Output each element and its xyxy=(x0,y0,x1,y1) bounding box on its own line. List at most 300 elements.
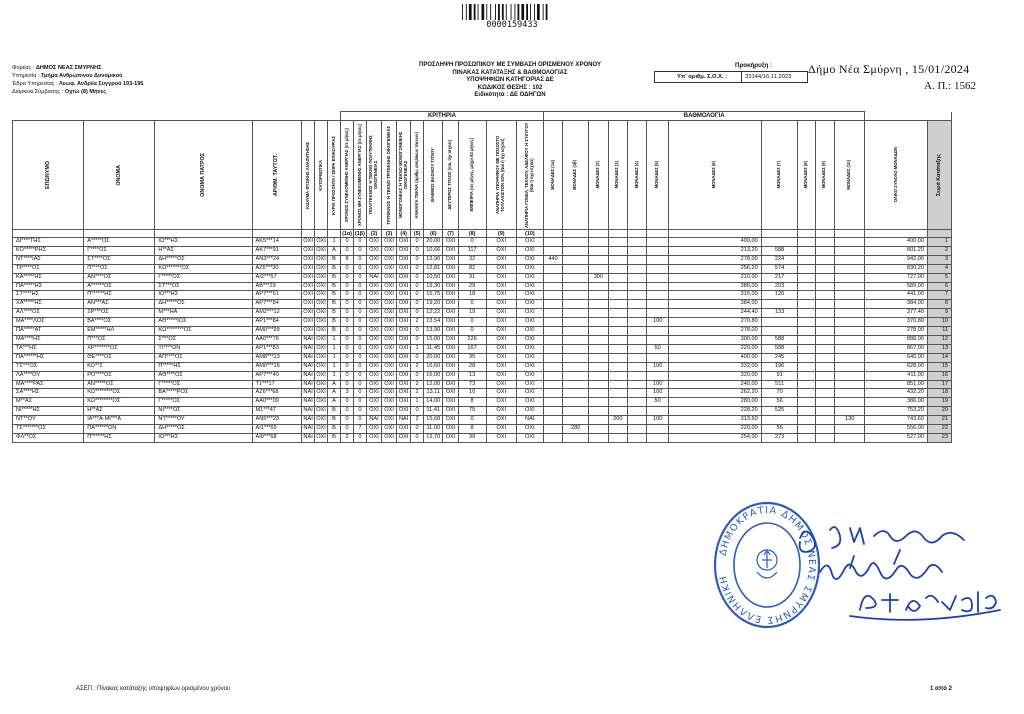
col-m7: ΜΟΝΑΔΕΣ (7) xyxy=(761,121,798,230)
cell-k3: Α xyxy=(328,380,341,389)
cell-m5 xyxy=(647,327,669,336)
cell-c6: 20,00 xyxy=(424,353,443,362)
cell-k3: Β xyxy=(328,309,341,318)
cell-m5: 100 xyxy=(647,318,669,327)
cell-c4: ΟΧΙ xyxy=(397,318,411,327)
cell-m7: 511 xyxy=(761,380,798,389)
cell-m1a xyxy=(543,407,562,416)
cell-m7: 588 xyxy=(761,344,798,353)
cell-patronymo: ΙΩ***ΗΣ xyxy=(155,238,252,247)
cell-seira: 14 xyxy=(927,353,951,362)
cell-c10: ΟΧΙ xyxy=(516,398,543,407)
barcode-bar xyxy=(490,4,491,20)
cell-c2: ΟΧΙ xyxy=(366,238,381,247)
cell-c6: 16,60 xyxy=(424,362,443,371)
cell-total: 377,40 xyxy=(865,309,928,318)
cell-c4: ΟΧΙ xyxy=(397,335,411,344)
cell-seira: 9 xyxy=(927,309,951,318)
cell-m7: 588 xyxy=(761,246,798,255)
cell-taytotita: ΑΑ0***76 xyxy=(252,335,302,344)
cell-c7: ΟΧΙ xyxy=(443,389,458,398)
cell-patronymo: Η**ΑΣ xyxy=(155,246,252,255)
cell-k2: ΟΧΙ xyxy=(315,238,328,247)
cell-total: 386,00 xyxy=(865,398,928,407)
col-patronymo: ΟΝΟΜΑ ΠΑΤΡΟΣ xyxy=(155,121,252,230)
cell-m1a xyxy=(543,291,562,300)
cell-c2: ΟΧΙ xyxy=(366,425,381,434)
cell-c1a: 0 xyxy=(341,300,354,309)
cell-m6: 386,00 xyxy=(668,282,761,291)
cell-c2: ΟΧΙ xyxy=(366,362,381,371)
cell-m9 xyxy=(815,433,834,442)
cell-c4: ΟΧΙ xyxy=(397,433,411,442)
protocol-number: Α. Π.: 1562 xyxy=(924,80,976,92)
cell-eponymo: ΤΡ****ΟΣ xyxy=(13,264,84,273)
cell-k2: ΟΧΙ xyxy=(315,389,328,398)
col-c10: ΑΝΑΠΗΡΙΑ ΓΟΝΕΑ, ΤΕΚΝΟΥ, ΑΔΕΛΦΟΥ Ή ΣΥΖΥΓΟΥ (Ναι ή όχι ισχύει) xyxy=(516,121,543,230)
cell-patronymo: ΔΗ*****ΟΣ xyxy=(155,300,252,309)
cell-k3: Β xyxy=(328,425,341,434)
cell-m10 xyxy=(835,371,865,380)
cell-k2: ΟΧΙ xyxy=(315,327,328,336)
cell-m2 xyxy=(589,282,608,291)
cell-c5: 0 xyxy=(411,246,424,255)
cell-m5 xyxy=(647,282,669,291)
cell-m2 xyxy=(589,255,608,264)
header-line-edra: Έδρα Υπηρεσίας : Λεωφ. Ανδρέα Συγγρού 193-195 xyxy=(12,81,144,87)
cell-onoma: Π****ΟΣ xyxy=(84,264,155,273)
cell-k1: ΟΧΙ xyxy=(302,300,315,309)
cell-k3: 1 xyxy=(328,238,341,247)
cell-eponymo: ΝΤ****ΙΑΣ xyxy=(13,255,84,264)
cell-m9 xyxy=(815,344,834,353)
cell-m10 xyxy=(835,389,865,398)
cell-m9 xyxy=(815,264,834,273)
cell-seira: 7 xyxy=(927,291,951,300)
cell-m10 xyxy=(835,327,865,336)
num-label-2: (2) xyxy=(366,230,381,238)
cell-m1b xyxy=(563,344,589,353)
cell-c9: ΟΧΙ xyxy=(486,353,516,362)
barcode-bar xyxy=(466,4,467,20)
num-blank xyxy=(927,230,951,238)
num-blank xyxy=(563,230,589,238)
barcode-bar xyxy=(534,4,535,20)
cell-m7 xyxy=(761,416,798,425)
cell-m2 xyxy=(589,300,608,309)
cell-total: 441,00 xyxy=(865,291,928,300)
table-row xyxy=(13,362,952,371)
cell-k3: 1 xyxy=(328,362,341,371)
cell-c1a: 0 xyxy=(341,246,354,255)
cell-onoma: Π***ΟΣ xyxy=(84,335,155,344)
cell-c6: 15,68 xyxy=(424,416,443,425)
cell-seira: 6 xyxy=(927,282,951,291)
cell-onoma: Α******ΟΣ xyxy=(84,282,155,291)
cell-patronymo: ΝΙ****ΟΣ xyxy=(155,407,252,416)
handwritten-signature xyxy=(790,520,1010,630)
cell-eponymo: ΠΑ******ΗΣ xyxy=(13,353,84,362)
cell-c9: ΟΧΙ xyxy=(486,238,516,247)
col-c1b: ΧΡΟΝΟΣ ΜΗ ΣΥΝΕΧΟΜΕΝΗΣ ΑΝΕΡΓΙΑΣ (σε μήνες) xyxy=(353,121,366,230)
cell-total: 628,00 xyxy=(865,362,928,371)
cell-seira: 2 xyxy=(927,246,951,255)
cell-m7: 56 xyxy=(761,425,798,434)
cell-c3: ΟΧΙ xyxy=(382,416,397,425)
cell-onoma: Η**ΑΣ xyxy=(84,407,155,416)
cell-c3: ΟΧΙ xyxy=(382,425,397,434)
cell-k1: ΟΧΙ xyxy=(302,291,315,300)
cell-c7: ΟΧΙ xyxy=(443,264,458,273)
cell-c8: 39 xyxy=(458,433,486,442)
cell-m3 xyxy=(608,327,627,336)
cell-c6: 10,50 xyxy=(424,273,443,282)
cell-c8: 73 xyxy=(458,380,486,389)
cell-c1a: 0 xyxy=(341,371,354,380)
cell-c6: 12,70 xyxy=(424,433,443,442)
cell-c9: ΟΧΙ xyxy=(486,327,516,336)
cell-k1: ΝΑΙ xyxy=(302,335,315,344)
cell-c7: ΟΧΙ xyxy=(443,371,458,380)
cell-m9 xyxy=(815,255,834,264)
cell-m1a xyxy=(543,335,562,344)
cell-c4: ΟΧΙ xyxy=(397,362,411,371)
cell-k2: ΟΧΙ xyxy=(315,371,328,380)
barcode-bar xyxy=(474,4,476,20)
num-label-10: (10) xyxy=(516,230,543,238)
cell-m1a xyxy=(543,433,562,442)
barcode-bar xyxy=(486,4,487,20)
cell-m10 xyxy=(835,407,865,416)
cell-m7: 91 xyxy=(761,371,798,380)
cell-taytotita: ΑΝ3***24 xyxy=(252,255,302,264)
cell-c1b: 0 xyxy=(353,380,366,389)
cell-m7 xyxy=(761,300,798,309)
cell-c8: 0 xyxy=(458,318,486,327)
cell-c4: ΟΧΙ xyxy=(397,309,411,318)
table-row xyxy=(13,273,952,282)
table-row xyxy=(13,309,952,318)
num-label-9: (9) xyxy=(486,230,516,238)
cell-m3 xyxy=(608,309,627,318)
cell-taytotita: ΑΜ0***99 xyxy=(252,327,302,336)
cell-c1b: 0 xyxy=(353,318,366,327)
cell-m8 xyxy=(798,255,815,264)
cell-c6: 13,11 xyxy=(424,389,443,398)
table-row xyxy=(13,300,952,309)
cell-m10 xyxy=(835,344,865,353)
cell-c3: ΟΧΙ xyxy=(382,309,397,318)
place-date: Δήμο Νέα Σμύρνη , 15/01/2024 xyxy=(808,62,970,76)
table-row xyxy=(13,238,952,247)
cell-c1a: 0 xyxy=(341,344,354,353)
cell-c1b: 0 xyxy=(353,246,366,255)
barcode-bar xyxy=(515,4,516,20)
cell-total: 851,00 xyxy=(865,380,928,389)
table-row xyxy=(13,318,952,327)
cell-c10: ΟΧΙ xyxy=(516,380,543,389)
cell-seira: 21 xyxy=(927,416,951,425)
group-vathmologia: ΒΑΘΜΟΛΟΓΙΑ xyxy=(543,112,865,121)
cell-c6: 13,90 xyxy=(424,255,443,264)
cell-m2 xyxy=(589,238,608,247)
cell-c7: ΟΧΙ xyxy=(443,318,458,327)
table-row xyxy=(13,398,952,407)
cell-m1a xyxy=(543,362,562,371)
cell-c2: ΟΧΙ xyxy=(366,282,381,291)
cell-c1a: 8 xyxy=(341,255,354,264)
cell-c1a: 0 xyxy=(341,416,354,425)
cell-k3: Β xyxy=(328,318,341,327)
cell-m8 xyxy=(798,371,815,380)
cell-onoma: Π******ΗΣ xyxy=(84,433,155,442)
cell-m4 xyxy=(627,433,646,442)
cell-c5: 0 xyxy=(411,300,424,309)
cell-k2: ΟΧΙ xyxy=(315,353,328,362)
col-c7: ΔΕΥΤΕΡΟΣ ΤΙΤΛΟΣ (ναι, όχι ισχύει) xyxy=(443,121,458,230)
cell-seira: 12 xyxy=(927,335,951,344)
barcode-bar xyxy=(526,4,528,20)
table-row xyxy=(13,416,952,425)
cell-patronymo: ΚΩ*******ΟΣ xyxy=(155,264,252,273)
cell-k1: ΟΧΙ xyxy=(302,318,315,327)
cell-patronymo: ΙΩ***ΗΣ xyxy=(155,433,252,442)
cell-onoma: ΠΑ******ΩΝ xyxy=(84,425,155,434)
table-row xyxy=(13,371,952,380)
cell-patronymo: Γ*****ΟΣ xyxy=(155,398,252,407)
cell-m1a xyxy=(543,282,562,291)
cell-m6: 213,20 xyxy=(668,246,761,255)
cell-onoma: ΘΕ****ΟΣ xyxy=(84,353,155,362)
document-title-block xyxy=(360,62,660,100)
cell-m7 xyxy=(761,318,798,327)
cell-c10: ΟΧΙ xyxy=(516,255,543,264)
num-blank xyxy=(815,230,834,238)
cell-m10 xyxy=(835,238,865,247)
num-blank xyxy=(865,230,928,238)
cell-c1b: 0 xyxy=(353,327,366,336)
cell-m7: 224 xyxy=(761,255,798,264)
cell-m2 xyxy=(589,327,608,336)
cell-eponymo: ΠΑ*****ΗΣ xyxy=(13,282,84,291)
cell-m1a xyxy=(543,425,562,434)
cell-k1: ΝΑΙ xyxy=(302,362,315,371)
cell-m10 xyxy=(835,255,865,264)
cell-c9: ΟΧΙ xyxy=(486,433,516,442)
cell-seira: 3 xyxy=(927,255,951,264)
cell-m4 xyxy=(627,291,646,300)
cell-m1a xyxy=(543,327,562,336)
cell-m1b xyxy=(563,362,589,371)
cell-m10: 130 xyxy=(835,416,865,425)
cell-c8: 82 xyxy=(458,264,486,273)
num-label-1b: (1β) xyxy=(355,230,365,237)
cell-c3: ΟΧΙ xyxy=(382,335,397,344)
cell-c1b: 0 xyxy=(353,344,366,353)
cell-m10 xyxy=(835,246,865,255)
num-blank xyxy=(798,230,815,238)
cell-seira: 18 xyxy=(927,389,951,398)
cell-m6: 400,00 xyxy=(668,353,761,362)
cell-m8 xyxy=(798,246,815,255)
cell-k2: ΟΧΙ xyxy=(315,318,328,327)
ranking-table-container xyxy=(12,111,952,443)
cell-c1b: 0 xyxy=(353,398,366,407)
cell-k2: ΟΧΙ xyxy=(315,291,328,300)
table-row xyxy=(13,282,952,291)
title-line-4: ΚΩΔΙΚΟΣ ΘΕΣΗΣ : 102 xyxy=(477,84,543,91)
cell-eponymo: ΤΣ*******ΟΣ xyxy=(13,425,84,434)
cell-m7: 588 xyxy=(761,335,798,344)
cell-k1: ΟΧΙ xyxy=(302,264,315,273)
cell-eponymo: ΜΑ****ΡΑΣ xyxy=(13,380,84,389)
cell-c7: ΟΧΙ xyxy=(443,238,458,247)
num-label-3: (3) xyxy=(382,230,397,238)
cell-c5: 0 xyxy=(411,264,424,273)
table-row xyxy=(13,425,952,434)
cell-total: 370,80 xyxy=(865,318,928,327)
cell-m7: 245 xyxy=(761,353,798,362)
cell-m8 xyxy=(798,389,815,398)
header-number-row xyxy=(13,230,952,238)
col-c5: ΑΝΗΛΙΚΑ ΤΕΚΝΑ (αριθμ. ανηλίκων τέκνων) xyxy=(411,121,424,230)
cell-patronymo: Μ***ΗΑ xyxy=(155,309,252,318)
cell-m1b xyxy=(563,273,589,282)
cell-c1b: 0 xyxy=(353,407,366,416)
cell-c1b: 0 xyxy=(353,309,366,318)
cell-onoma: ΑΝ*****ΟΣ xyxy=(84,380,155,389)
cell-c10: ΟΧΙ xyxy=(516,389,543,398)
cell-m10 xyxy=(835,353,865,362)
cell-m2: 300 xyxy=(589,273,608,282)
cell-patronymo: ΙΩ***ΗΣ xyxy=(155,291,252,300)
cell-m2 xyxy=(589,371,608,380)
cell-m7: 126 xyxy=(761,291,798,300)
title-line-2: ΠΙΝΑΚΑΣ ΚΑΤΑΤΑΞΗΣ & ΒΑΘΜΟΛΟΓΙΑΣ xyxy=(452,69,568,76)
cell-k1: ΟΧΙ xyxy=(302,309,315,318)
cell-c8: 28 xyxy=(458,362,486,371)
cell-m10 xyxy=(835,291,865,300)
cell-c4: ΟΧΙ xyxy=(397,255,411,264)
cell-c9: ΟΧΙ xyxy=(486,398,516,407)
cell-m1a xyxy=(543,309,562,318)
barcode-bar xyxy=(482,4,485,20)
page-number: 1 από 2 xyxy=(930,686,952,692)
cell-taytotita: ΑΡ7***40 xyxy=(252,371,302,380)
cell-c10: ΟΧΙ xyxy=(516,327,543,336)
cell-c9: ΟΧΙ xyxy=(486,246,516,255)
cell-m4 xyxy=(627,300,646,309)
cell-k1: ΝΑΙ xyxy=(302,344,315,353)
cell-c2: ΟΧΙ xyxy=(366,264,381,273)
cell-c8: 29 xyxy=(458,282,486,291)
num-blank xyxy=(302,230,315,238)
cell-m4 xyxy=(627,238,646,247)
cell-m10 xyxy=(835,273,865,282)
col-k2: ΚΑΤΟΡΘΩΤΙΚΑ xyxy=(315,121,328,230)
cell-c5: 2 xyxy=(411,389,424,398)
cell-c10: ΟΧΙ xyxy=(516,309,543,318)
col-m8: ΜΟΝΑΔΕΣ (8) xyxy=(798,121,815,230)
col-c3: ΤΡΙΤΕΚΝΟΣ Ή ΤΕΚΝΟ ΤΡΙΤΕΚΝΗΣ ΟΙΚΟΓΕΝΕΙΑΣ xyxy=(382,121,397,230)
num-blank xyxy=(543,230,562,238)
cell-eponymo: ΣΑ****ΗΣ xyxy=(13,389,84,398)
cell-c2: ΝΑΙ xyxy=(366,273,381,282)
cell-c7: ΟΧΙ xyxy=(443,309,458,318)
cell-c1a: 0 xyxy=(341,327,354,336)
cell-m5: 100 xyxy=(647,362,669,371)
cell-m1a xyxy=(543,416,562,425)
col-onoma: ΟΝΟΜΑ xyxy=(84,121,155,230)
barcode-bar xyxy=(518,4,520,20)
cell-m10 xyxy=(835,300,865,309)
cell-m6: 240,00 xyxy=(668,380,761,389)
cell-seira: 10 xyxy=(927,318,951,327)
cell-c7: ΟΧΙ xyxy=(443,246,458,255)
cell-c2: ΟΧΙ xyxy=(366,291,381,300)
cell-c1b: 0 xyxy=(353,291,366,300)
cell-c7: ΟΧΙ xyxy=(443,327,458,336)
cell-onoma: ΒΑ****ΟΣ xyxy=(84,318,155,327)
cell-seira: 23 xyxy=(927,433,951,442)
cell-seira: 16 xyxy=(927,371,951,380)
barcode-bar xyxy=(469,4,472,20)
cell-m5: 100 xyxy=(647,416,669,425)
cell-c7: ΟΧΙ xyxy=(443,398,458,407)
cell-k3: Β xyxy=(328,291,341,300)
cell-k2: ΟΧΙ xyxy=(315,255,328,264)
cell-c7: ΟΧΙ xyxy=(443,291,458,300)
num-label-8: (8) xyxy=(458,230,486,238)
cell-eponymo: ΜΑ****ΗΣ xyxy=(13,335,84,344)
cell-m9 xyxy=(815,282,834,291)
cell-c1b: 0 xyxy=(353,264,366,273)
cell-c10: ΟΧΙ xyxy=(516,362,543,371)
cell-taytotita: ΑΡ1***83 xyxy=(252,344,302,353)
cell-m8 xyxy=(798,416,815,425)
cell-m1a xyxy=(543,300,562,309)
cell-c2: ΟΧΙ xyxy=(366,353,381,362)
cell-m3: 200 xyxy=(608,416,627,425)
num-label-1a: (1α) xyxy=(342,230,352,237)
cell-m10 xyxy=(835,335,865,344)
cell-patronymo: ΑΘ****ΟΣ xyxy=(155,371,252,380)
cell-m1b xyxy=(563,318,589,327)
cell-seira: 1 xyxy=(927,238,951,247)
cell-c8: 8 xyxy=(458,425,486,434)
col-k1: ΚΩΛΥΜΑ ΦΥΣΙΚΗΣ ΑΝΑΖΗΤΗΣΗΣ xyxy=(302,121,315,230)
cell-taytotita: ΑΡ7***61 xyxy=(252,291,302,300)
cell-c1b: 0 xyxy=(353,282,366,291)
cell-k2: ΟΧΙ xyxy=(315,344,328,353)
num-blank xyxy=(647,230,669,238)
cell-total: 645,00 xyxy=(865,353,928,362)
cell-m1b: 280 xyxy=(563,425,589,434)
cell-c2: ΟΧΙ xyxy=(366,407,381,416)
cell-k3: Β xyxy=(328,264,341,273)
cell-m8 xyxy=(798,273,815,282)
cell-m4 xyxy=(627,416,646,425)
cell-m5 xyxy=(647,353,669,362)
cell-m2 xyxy=(589,353,608,362)
cell-m2 xyxy=(589,433,608,442)
cell-c7: ΟΧΙ xyxy=(443,273,458,282)
cell-m1b xyxy=(563,309,589,318)
col-seira: Σειρά Κατάταξης xyxy=(927,121,951,230)
barcode xyxy=(462,4,562,20)
cell-m9 xyxy=(815,353,834,362)
num-blank xyxy=(668,230,761,238)
